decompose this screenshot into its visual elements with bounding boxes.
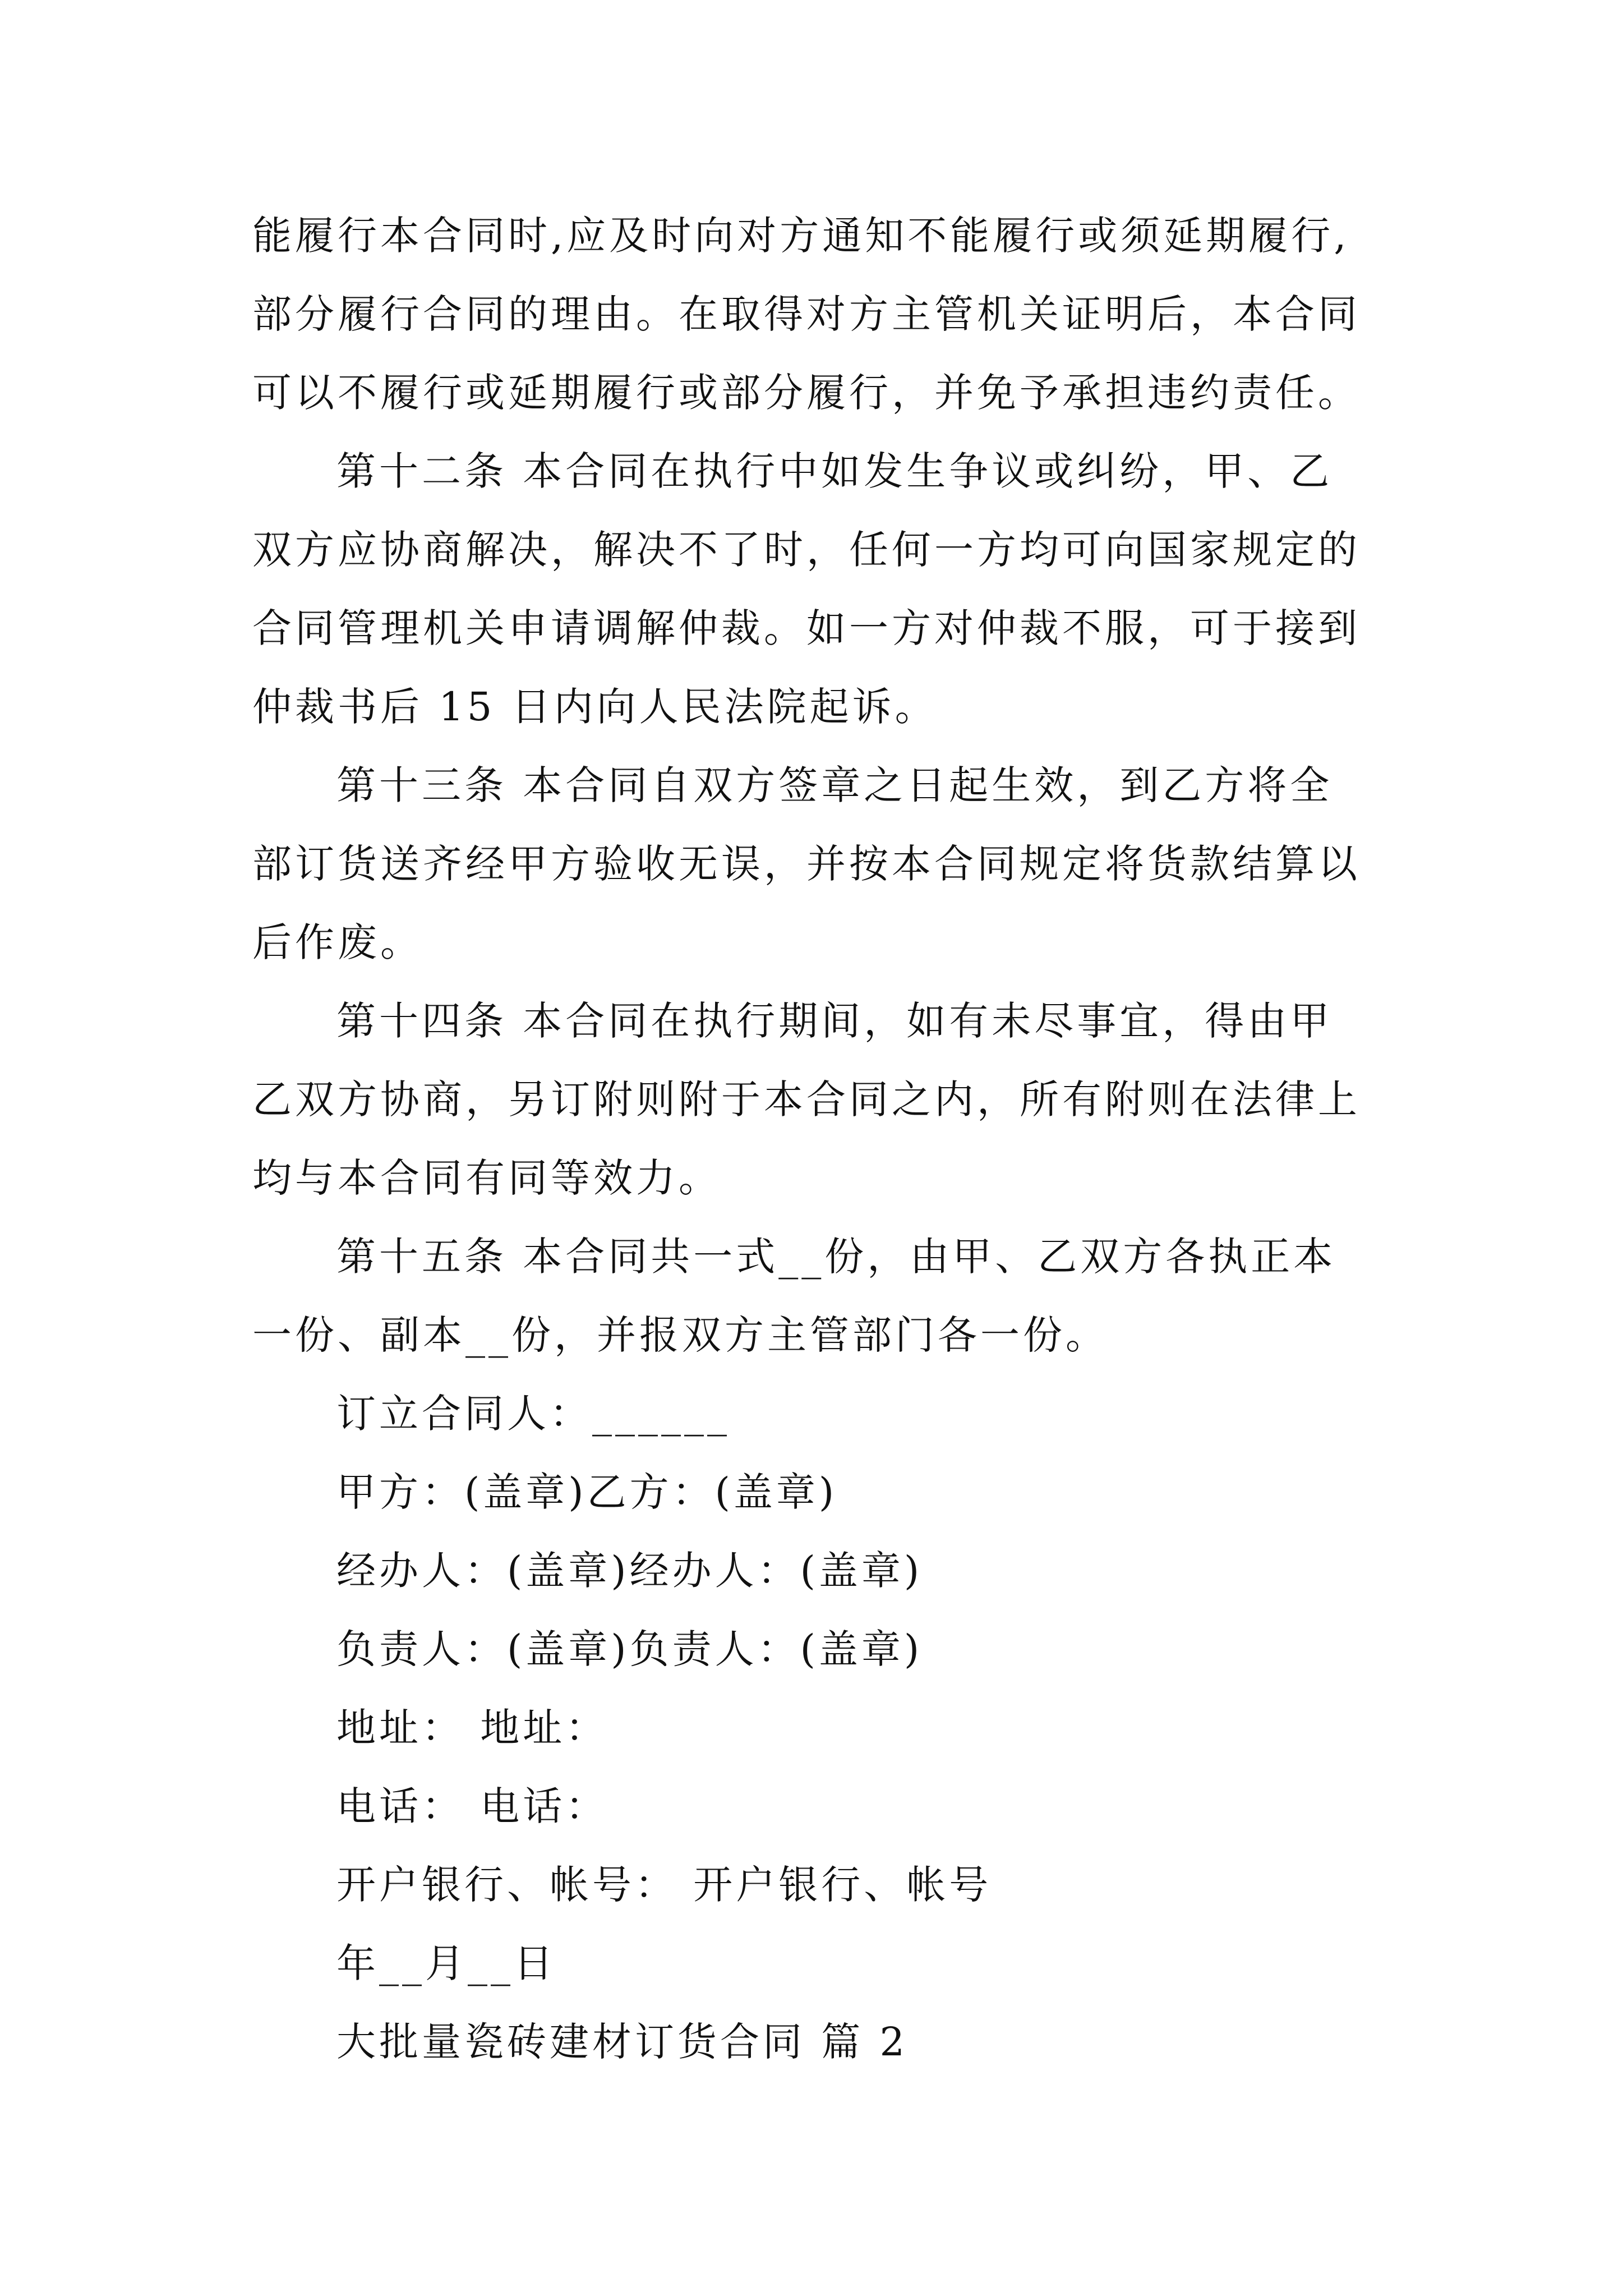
phone-line: 电话： 电话： (336, 1783, 608, 1829)
paragraph-line: 可以不履行或延期履行或部分履行，并免予承担违约责任。 (252, 370, 1361, 416)
handler-seal-line: 经办人：(盖章)经办人：(盖章) (336, 1548, 923, 1594)
contract-signatory-line: 订立合同人：______ (336, 1391, 730, 1437)
paragraph-line: 仲裁书后 15 日内向人民法院起诉。 (252, 684, 938, 730)
party-a-b-seal-line: 甲方：(盖章)乙方：(盖章) (336, 1469, 838, 1515)
article-15-heading-line: 第十五条 本合同共一式__份，由甲、乙双方各执正本 (336, 1234, 1336, 1280)
next-contract-title: 大批量瓷砖建材订货合同 篇 2 (336, 2019, 909, 2065)
paragraph-line: 双方应协商解决，解决不了时，任何一方均可向国家规定的 (252, 527, 1361, 573)
article-13-heading-line: 第十三条 本合同自双方签章之日起生效，到乙方将全 (336, 762, 1333, 808)
article-12-heading-line: 第十二条 本合同在执行中如发生争议或纠纷，甲、乙 (336, 448, 1333, 494)
article-14-heading-line: 第十四条 本合同在执行期间，如有未尽事宜，得由甲 (336, 998, 1333, 1044)
responsible-person-seal-line: 负责人：(盖章)负责人：(盖章) (336, 1626, 923, 1672)
date-line: 年__月__日 (336, 1940, 556, 1986)
paragraph-line: 部订货送齐经甲方验收无误，并按本合同规定将货款结算以 (252, 841, 1361, 887)
paragraph-line: 乙双方协商，另订附则附于本合同之内，所有附则在法律上 (252, 1076, 1361, 1122)
paragraph-line: 能履行本合同时,应及时向对方通知不能履行或须延期履行, (252, 213, 1350, 259)
address-line: 地址： 地址： (336, 1705, 608, 1751)
bank-account-line: 开户银行、帐号： 开户银行、帐号 (336, 1862, 992, 1908)
paragraph-line: 后作废。 (252, 919, 423, 965)
paragraph-line: 一份、副本__份，并报双方主管部门各一份。 (252, 1312, 1108, 1358)
paragraph-line: 合同管理机关申请调解仲裁。如一方对仲裁不服，可于接到 (252, 605, 1361, 651)
paragraph-line: 部分履行合同的理由。在取得对方主管机关证明后，本合同 (252, 291, 1361, 337)
paragraph-line: 均与本合同有同等效力。 (252, 1155, 721, 1201)
